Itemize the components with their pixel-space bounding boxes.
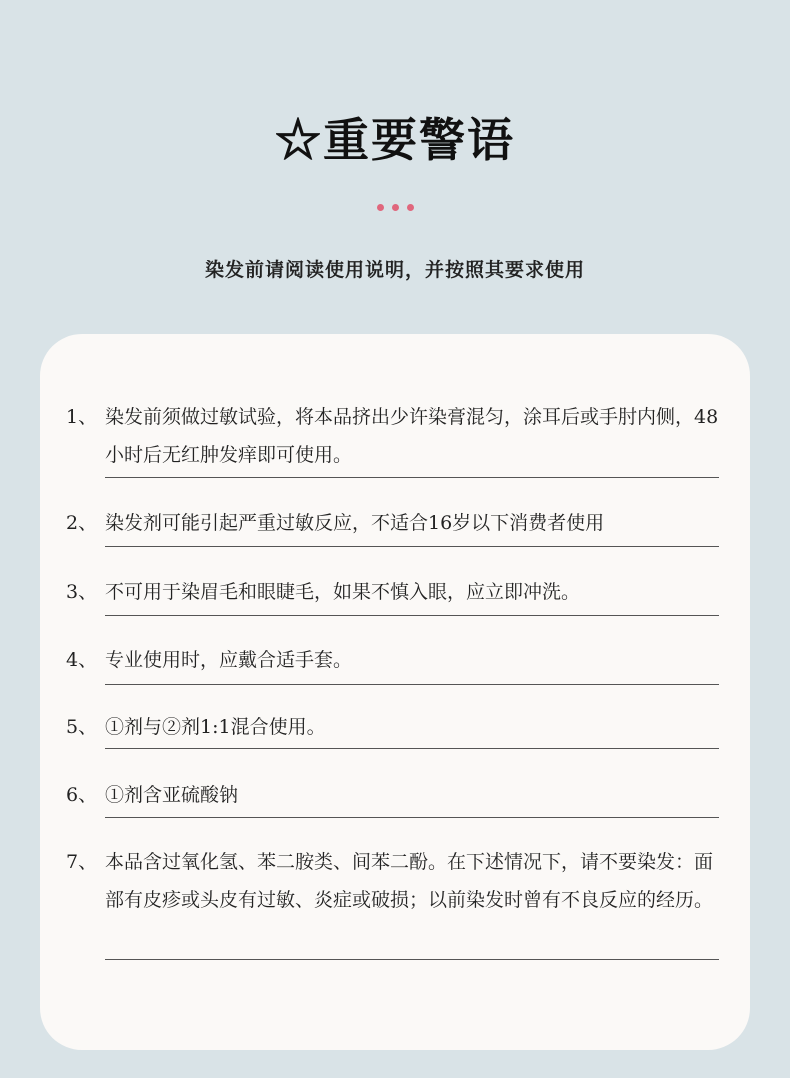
warning-item-6: [66, 776, 719, 814]
warning-text: ①剂与②剂1:1混合使用。: [105, 716, 326, 738]
warning-text: 本品含过氧化氢、苯二胺类、间苯二酚。在下述情况下，请不要染发：面部有皮疹或头皮有过敏、炎症或破损；以前染发时曾有不良反应的经历。: [105, 851, 714, 911]
warning-number: 5、: [66, 716, 98, 738]
warning-item-2: [66, 504, 719, 542]
warning-number: 6、: [66, 784, 98, 806]
warning-number: 2、: [66, 512, 98, 534]
page-title: ☆重要警语: [275, 113, 515, 167]
dot-icon: [377, 204, 384, 211]
warning-item-4: [66, 641, 719, 679]
warning-number: 4、: [66, 649, 98, 671]
page-subtitle: 染发前请阅读使用说明，并按照其要求使用: [204, 259, 585, 281]
divider: [105, 817, 719, 818]
divider: [105, 477, 719, 478]
warning-item-1: [66, 398, 719, 474]
warning-number: 7、: [66, 851, 98, 873]
divider: [105, 748, 719, 749]
warning-number: 3、: [66, 581, 98, 603]
divider: [105, 546, 719, 547]
divider: [105, 615, 719, 616]
warning-text: 染发剂可能引起严重过敏反应，不适合16岁以下消费者使用: [105, 512, 605, 534]
dot-icon: [392, 204, 399, 211]
warning-item-7: [66, 843, 719, 919]
warning-item-3: [66, 573, 719, 611]
warning-text: 专业使用时，应戴合适手套。: [105, 649, 353, 671]
warning-item-5: [66, 708, 719, 746]
dot-icon: [407, 204, 414, 211]
warning-text: ①剂含亚硫酸钠: [105, 784, 239, 806]
divider: [105, 959, 719, 960]
warning-text: 不可用于染眉毛和眼睫毛，如果不慎入眼，应立即冲洗。: [105, 581, 581, 603]
warning-number: 1、: [66, 406, 98, 428]
warning-text: 染发前须做过敏试验，将本品挤出少许染膏混匀，涂耳后或手肘内侧，48小时后无红肿发痒即可使用。: [105, 406, 719, 466]
divider: [105, 684, 719, 685]
decorative-dots: [0, 204, 790, 211]
